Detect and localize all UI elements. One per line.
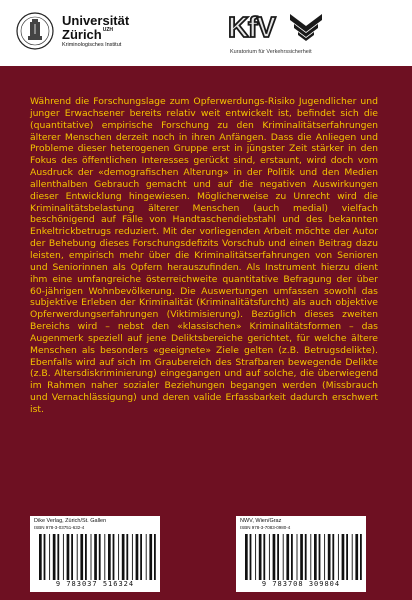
- barcode-icon: [244, 534, 362, 580]
- publisher-name: NWV, Wien/Graz: [240, 518, 282, 524]
- uzh-name-line2: [62, 28, 129, 41]
- uzh-city: Zürich: [62, 27, 102, 42]
- barcode-label-nwv: [236, 516, 366, 592]
- kfv-chevron-icon: [288, 12, 324, 44]
- uzh-logo: [16, 12, 186, 56]
- barcode-number: 9 783708 309804: [261, 580, 341, 588]
- university-seal-icon: [16, 12, 54, 50]
- uzh-institute: Kriminologisches Institut: [62, 42, 122, 48]
- publisher-name: Dike Verlag, Zürich/St. Gallen: [34, 518, 107, 524]
- kfv-logo: [228, 12, 388, 56]
- uzh-wordmark: [62, 14, 129, 49]
- blurb-paragraph: Während die Forschungslage zum Opferwerdungs-Risiko Jugendlicher und junger Erwachsener bereits relativ weit entwickelt ist, befindet sich die (quantitative) empirische Forschung zu den Kriminalitätserfahrungen älterer Menschen derzeit noch in ihren Anfängen. Dass die Anliegen und Probleme dieser heterogenen Gruppe erst in jüngster Zeit stärker in den Fokus des öffentlichen Interesses gerückt sind, erstaunt, wird doch vom Ausdruck der «demografischen Alterung» in der Politik und den Medien allenthalben Gebrauch gemacht und auf die negativen Auswirkungen dieser Entwicklung hingewiesen. Möglicherweise zu Unrecht wird die Kriminalitätsbelastung älterer Menschen (auch medial) vielfach beschönigend auf Fälle von Handtaschendiebstahl und des bekannten Enkeltrickbetrugs reduziert. Mit der vorliegenden Arbeit möchte der Autor der Behebung dieses Forschungsdefizits Vorschub und einen Beitrag dazu leisten, empirisch mehr über die Kriminalitätserfahrungen von Senioren und Seniorinnen als Opfern herauszufinden. Als Instrument hierzu dient ihm eine umfangreiche österreichweite quantitative Befragung der über 60-jährigen Wohnbevölkerung. Die Auswertungen umfassen sowohl das subjektive Erleben der Kriminalität (Kriminalitätsfurcht) als auch objektive Opferwerdungserfahrungen (Viktimisierung). Bezüglich dieses zweiten Bereichs wird – nebst den «klassischen» Kriminalitätsformen – das Augenmerk speziell auf jene Deliktsbereiche gerichtet, für welche ältere Menschen als besonders «geeignete» Ziele gelten (z.B. Betrugsdelikte). Ebenfalls wird auf sich im Graubereich des Strafbaren bewegende Delikte (z.B. Altersdiskriminierung) eingegangen und auf solche, die überwiegend im Rahmen naher sozialer Beziehungen begangen werden (Missbrauch und Vernachlässigung) und deren valide Erfassbarkeit dadurch erschwert ist.: [30, 96, 378, 415]
- uzh-superscript: UZH: [102, 27, 114, 33]
- blurb-text: [30, 96, 378, 416]
- kfv-tagline: Kuratorium für Verkehrssicherheit: [230, 49, 312, 55]
- logo-header: [0, 0, 412, 66]
- uzh-name-line1: Universität: [62, 13, 130, 28]
- barcode-number: 9 783037 516324: [55, 580, 135, 588]
- barcode-icon: [38, 534, 156, 580]
- isbn-text: ISBN 978-3-7083-0980-4: [240, 525, 291, 530]
- barcode-label-dike: [30, 516, 160, 592]
- kfv-wordmark: KfV: [228, 12, 275, 44]
- isbn-text: ISBN 978-3-03751-632-4: [34, 525, 85, 530]
